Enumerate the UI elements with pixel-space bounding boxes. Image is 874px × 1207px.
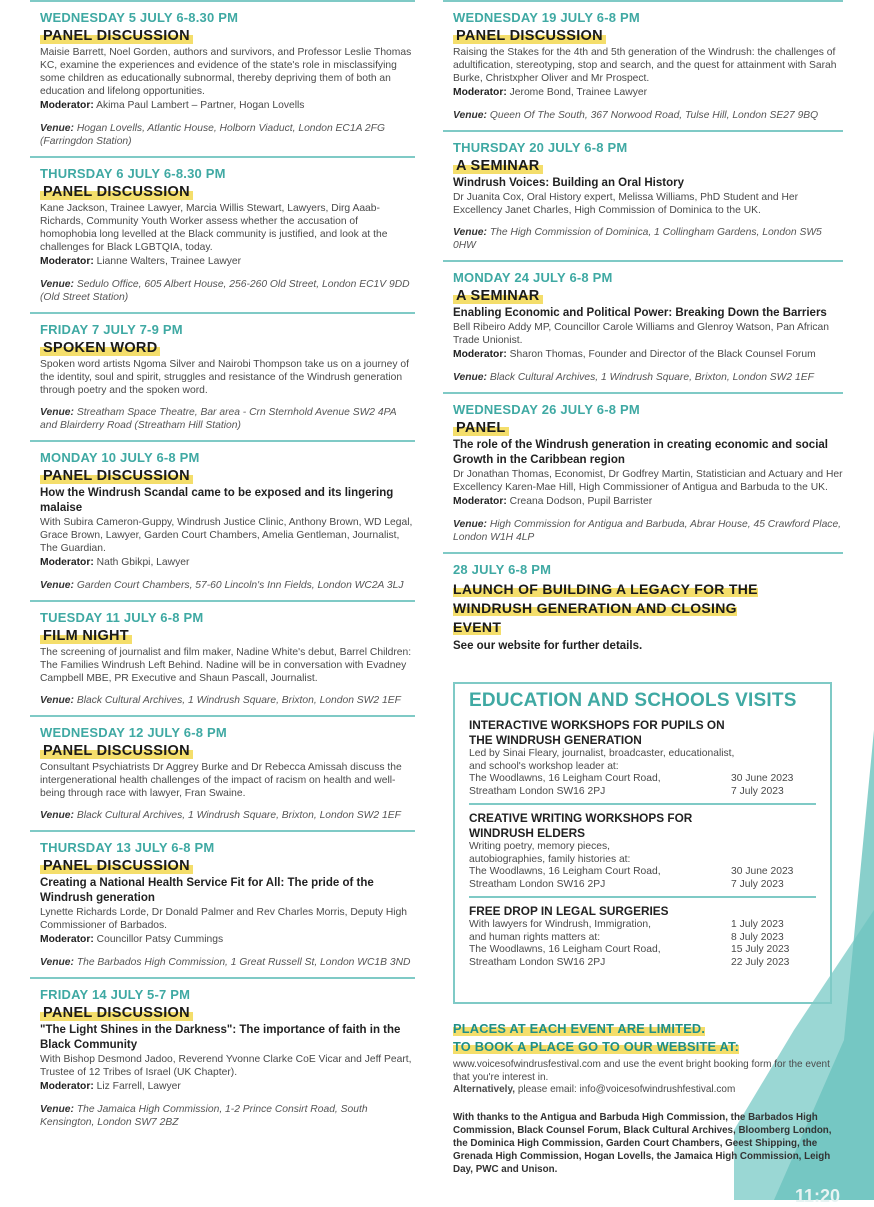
venue-address: The Jamaica High Commission, 1-2 Prince Consirt Road, South Kensington, London SW7 2BZ xyxy=(40,1104,368,1128)
education-section xyxy=(469,811,830,891)
event-description: Bell Ribeiro Addy MP, Councillor Carole Williams and Glenroy Watson, Pan African Trade Unionist. xyxy=(453,322,829,346)
venue-address: Hogan Lovells, Atlantic House, Holborn Viaduct, London EC1A 2FG (Farringdon Station) xyxy=(40,123,385,147)
venue-address: Black Cultural Archives, 1 Windrush Square, Brixton, London SW2 1EF xyxy=(76,695,401,706)
event-listing xyxy=(30,832,415,977)
event-description: Maisie Barrett, Noel Gorden, authors and survivors, and Professor Leslie Thomas KC, examine the experiences and evidence of the state's role in misclassifying some children as educationally subnormal, thereby depriving them of both an education and lifelong opportunities. xyxy=(40,47,412,97)
event-type: PANEL DISCUSSION xyxy=(453,28,606,44)
moderator-label: Moderator: xyxy=(453,87,507,98)
website-suffix: and use the event bright booking form for the event that you're interest in. xyxy=(453,1059,830,1083)
venue-label: Venue: xyxy=(453,372,487,383)
event-title: Windrush Voices: Building an Oral History xyxy=(453,177,684,189)
event-moderator xyxy=(453,348,843,362)
venue-address: The Barbados High Commission, 1 Great Russell St, London WC1B 3ND xyxy=(76,957,411,968)
venue-label: Venue: xyxy=(40,1104,74,1115)
event-date: WEDNESDAY 26 JULY 6-8 PM xyxy=(453,402,640,417)
acknowledgements: With thanks to the Antigua and Barbuda High Commission, the Barbados High Commission, Black Counsel Forum, Black Cultural Archives, Bloomberg London, the Dominica High Commission, Garden Court Chambers, Geest Shipping, the Grenada High Commission, Hogan Lovells, the Jamaica High Commission, Leigh Day, PWC and Unison. xyxy=(453,1111,832,1175)
event-moderator xyxy=(40,933,415,947)
moderator-label: Moderator: xyxy=(40,256,94,267)
education-section-intro: Writing poetry, memory pieces, autobiographies, family histories at: xyxy=(469,841,631,865)
event-venue xyxy=(40,406,415,440)
event-date: THURSDAY 6 JULY 6-8.30 PM xyxy=(40,166,226,181)
event-type: PANEL DISCUSSION xyxy=(40,743,193,759)
event-listing xyxy=(30,602,415,715)
moderator-name: Jerome Bond, Trainee Lawyer xyxy=(509,87,648,98)
event-date: THURSDAY 20 JULY 6-8 PM xyxy=(453,140,628,155)
moderator-name: Councillor Patsy Cummings xyxy=(96,934,224,945)
venue-address: Queen Of The South, 367 Norwood Road, Tulse Hill, London SE27 9BQ xyxy=(489,110,819,121)
right-column xyxy=(443,0,843,654)
event-date: MONDAY 10 JULY 6-8 PM xyxy=(40,450,200,465)
event-description: Consultant Psychiatrists Dr Aggrey Burke and Dr Rebecca Amissah discuss the intergenerational health challenges of the impact of racism on health and well-being through race with lawyer, Fran Swaine. xyxy=(40,762,402,799)
moderator-label: Moderator: xyxy=(40,1081,94,1092)
event-moderator xyxy=(40,1080,415,1094)
event-moderator xyxy=(40,99,415,113)
event-type: FILM NIGHT xyxy=(40,628,132,644)
address-line: Streatham London SW16 2PJ xyxy=(469,956,606,968)
venue-address: Streatham Space Theatre, Bar area - Crn Sternhold Avenue SW2 4PA and Blairderry Road (Streatham Hill Station) xyxy=(40,407,397,431)
book-place-notice: TO BOOK A PLACE GO TO OUR WEBSITE AT: xyxy=(453,1039,740,1054)
places-limited-notice: PLACES AT EACH EVENT ARE LIMITED. xyxy=(453,1021,706,1036)
address-line: The Woodlawns, 16 Leigham Court Road, xyxy=(469,866,661,877)
event-listing xyxy=(443,554,843,654)
event-date: 28 JULY 6-8 PM xyxy=(453,562,552,577)
event-date: WEDNESDAY 12 JULY 6-8 PM xyxy=(40,725,227,740)
venue-label: Venue: xyxy=(453,519,487,530)
session-date: 8 July 2023 xyxy=(731,931,784,943)
event-listing xyxy=(30,158,415,312)
event-venue xyxy=(40,956,415,977)
event-description: The screening of journalist and film maker, Nadine White's debut, Barrel Children: The Families Windrush Left Behind. Nadine will be in conversation with Evadney Campbell MBE, PR Executive and Shaun Pascall, Journalist. xyxy=(40,647,412,684)
education-box xyxy=(453,682,832,1004)
session-date: 1 July 2023 xyxy=(731,919,784,930)
event-type: PANEL DISCUSSION xyxy=(40,28,193,44)
education-section-intro: Led by Sinai Fleary, journalist, broadcaster, educationalist, and school's workshop leader at: xyxy=(469,748,735,772)
event-type: A SEMINAR xyxy=(453,158,543,174)
venue-label: Venue: xyxy=(40,123,74,134)
event-type: PANEL DISCUSSION xyxy=(40,1005,193,1021)
event-venue xyxy=(453,109,843,130)
status-bar-time: 11:20 xyxy=(795,1186,841,1206)
event-date: WEDNESDAY 5 JULY 6-8.30 PM xyxy=(40,10,239,25)
session-date: 15 July 2023 xyxy=(731,944,790,955)
session-date: 30 June 2023 xyxy=(731,866,794,877)
event-moderator xyxy=(453,495,843,509)
event-description: Raising the Stakes for the 4th and 5th generation of the Windrush: the challenges of adultification, stereotyping, stop and search, and the quest for attainment with Sarah Burke, Christxpher Oliver and Mr Prospect. xyxy=(453,47,837,84)
event-description: With Subira Cameron-Guppy, Windrush Justice Clinic, Anthony Brown, WD Legal, Grace Brown, Lawyer, Garden Court Chambers, Amelia Gentleman, Journalist, The Guardian. xyxy=(40,517,413,554)
venue-address: Garden Court Chambers, 57-60 Lincoln's Inn Fields, London WC2A 3LJ xyxy=(76,580,404,591)
event-listing xyxy=(443,394,843,552)
moderator-name: Lianne Walters, Trainee Lawyer xyxy=(96,256,242,267)
event-listing xyxy=(30,314,415,440)
venue-label: Venue: xyxy=(453,227,487,238)
event-venue xyxy=(40,579,415,600)
event-moderator xyxy=(40,556,415,570)
moderator-label: Moderator: xyxy=(40,100,94,111)
venue-label: Venue: xyxy=(40,407,74,418)
moderator-name: Akima Paul Lambert – Partner, Hogan Lovells xyxy=(96,100,305,111)
session-date: 7 July 2023 xyxy=(731,878,784,890)
education-section-heading: FREE DROP IN LEGAL SURGERIES xyxy=(469,904,669,918)
address-line: and human rights matters at: xyxy=(469,931,601,943)
event-title: Enabling Economic and Political Power: Breaking Down the Barriers xyxy=(453,307,827,319)
event-venue xyxy=(40,122,415,156)
address-line: The Woodlawns, 16 Leigham Court Road, xyxy=(469,773,661,784)
event-listing xyxy=(30,442,415,600)
moderator-name: Nath Gbikpi, Lawyer xyxy=(96,557,190,568)
event-venue xyxy=(40,1103,415,1137)
venue-label: Venue: xyxy=(40,279,74,290)
event-venue xyxy=(40,809,415,830)
event-listing xyxy=(30,979,415,1137)
address-line: Streatham London SW16 2PJ xyxy=(469,878,606,890)
alternatively-label: Alternatively, xyxy=(453,1084,516,1095)
session-date: 30 June 2023 xyxy=(731,773,794,784)
event-venue xyxy=(453,371,843,392)
venue-label: Venue: xyxy=(40,695,74,706)
event-title: Creating a National Health Service Fit for All: The pride of the Windrush generation xyxy=(40,877,374,904)
event-description: Dr Juanita Cox, Oral History expert, Melissa Williams, PhD Student and Her Excellency Janet Charles, High Commission of Dominica to the UK. xyxy=(453,192,799,216)
event-type: PANEL DISCUSSION xyxy=(40,858,193,874)
event-venue xyxy=(40,694,415,715)
venue-address: High Commission for Antigua and Barbuda, Abrar House, 45 Crawford Place, London W1H 4LP xyxy=(453,519,842,543)
event-description: Lynette Richards Lorde, Dr Donald Palmer and Rev Charles Morris, Deputy High Commissioner of Barbados. xyxy=(40,907,408,931)
event-title: "The Light Shines in the Darkness": The importance of faith in the Black Community xyxy=(40,1024,401,1051)
event-type: PANEL xyxy=(453,420,509,436)
left-column xyxy=(30,0,415,1137)
venue-address: Sedulo Office, 605 Albert House, 256-260 Old Street, London EC1V 9DD (Old Street Station) xyxy=(40,279,410,303)
event-venue xyxy=(40,278,415,312)
education-title: EDUCATION AND SCHOOLS VISITS xyxy=(469,690,797,711)
address-line: With lawyers for Windrush, Immigration, xyxy=(469,919,651,930)
event-moderator xyxy=(453,86,843,100)
event-description: With Bishop Desmond Jadoo, Reverend Yvonne Clarke CoE Vicar and Jeff Peart, Trustee of 12 Tribes of Israel (UK Chapter). xyxy=(40,1054,412,1078)
moderator-label: Moderator: xyxy=(40,934,94,945)
venue-address: The High Commission of Dominica, 1 Collingham Gardens, London SW5 0HW xyxy=(453,227,822,251)
education-section-heading: INTERACTIVE WORKSHOPS FOR PUPILS ON THE WINDRUSH GENERATION xyxy=(469,718,725,747)
divider xyxy=(469,896,816,898)
website-link[interactable]: www.voicesofwindrusfestival.com xyxy=(453,1059,601,1070)
venue-address: Black Cultural Archives, 1 Windrush Square, Brixton, London SW2 1EF xyxy=(76,810,401,821)
education-section-heading: CREATIVE WRITING WORKSHOPS FOR WINDRUSH ELDERS xyxy=(469,811,693,840)
booking-section xyxy=(453,1020,833,1176)
event-listing xyxy=(30,2,415,156)
address-line: Streatham London SW16 2PJ xyxy=(469,785,606,797)
session-date: 22 July 2023 xyxy=(731,956,790,968)
venue-address: Black Cultural Archives, 1 Windrush Square, Brixton, London SW2 1EF xyxy=(489,372,814,383)
event-title: How the Windrush Scandal came to be exposed and its lingering malaise xyxy=(40,487,394,514)
event-date: WEDNESDAY 19 JULY 6-8 PM xyxy=(453,10,640,25)
event-type: PANEL DISCUSSION xyxy=(40,468,193,484)
event-date: FRIDAY 7 JULY 7-9 PM xyxy=(40,322,183,337)
event-venue xyxy=(453,518,843,552)
event-type: A SEMINAR xyxy=(453,288,543,304)
education-section xyxy=(469,904,830,969)
event-listing xyxy=(30,717,415,830)
event-title: The role of the Windrush generation in creating economic and social Growth in the Caribbean region xyxy=(453,439,828,466)
launch-note: See our website for further details. xyxy=(453,640,643,652)
moderator-label: Moderator: xyxy=(40,557,94,568)
event-listing xyxy=(443,132,843,260)
event-listing xyxy=(443,262,843,392)
moderator-label: Moderator: xyxy=(453,349,507,360)
venue-label: Venue: xyxy=(40,580,74,591)
event-date: TUESDAY 11 JULY 6-8 PM xyxy=(40,610,204,625)
venue-label: Venue: xyxy=(40,810,74,821)
session-date: 7 July 2023 xyxy=(731,785,784,797)
venue-label: Venue: xyxy=(40,957,74,968)
event-description: Dr Jonathan Thomas, Economist, Dr Godfrey Martin, Statistician and Actuary and Her Excellency Karen-Mae Hill, High Commissioner of Antigua and Barbuda to the UK. xyxy=(453,469,843,493)
education-section xyxy=(469,718,830,798)
divider xyxy=(469,803,816,805)
event-description: Spoken word artists Ngoma Silver and Nairobi Thompson take us on a journey of the identity, soul and spirit, struggles and resistance of the Windrush generation through poetry and the spoken word. xyxy=(40,359,409,396)
moderator-label: Moderator: xyxy=(453,496,507,507)
moderator-name: Sharon Thomas, Founder and Director of the Black Counsel Forum xyxy=(509,349,816,360)
event-date: MONDAY 24 JULY 6-8 PM xyxy=(453,270,613,285)
event-venue xyxy=(453,226,843,260)
event-type: SPOKEN WORD xyxy=(40,340,160,356)
venue-label: Venue: xyxy=(453,110,487,121)
launch-event-title: LAUNCH OF BUILDING A LEGACY FOR THE WINDRUSH GENERATION AND CLOSING EVENT xyxy=(453,581,758,635)
event-moderator xyxy=(40,255,415,269)
event-description: Kane Jackson, Trainee Lawyer, Marcia Willis Stewart, Lawyers, Dirg Aaab-Richards, Community Youth Worker assess whether the accusation of homophobia long levelled at the Black community is justified, and look at the challenges for Black LGBTQIA, today. xyxy=(40,203,388,253)
event-listing xyxy=(443,2,843,130)
email-text: please email: info@voicesofwindrushfestival.com xyxy=(515,1084,736,1095)
moderator-name: Liz Farrell, Lawyer xyxy=(96,1081,181,1092)
address-line: The Woodlawns, 16 Leigham Court Road, xyxy=(469,944,661,955)
event-type: PANEL DISCUSSION xyxy=(40,184,193,200)
event-date: FRIDAY 14 JULY 5-7 PM xyxy=(40,987,191,1002)
moderator-name: Creana Dodson, Pupil Barrister xyxy=(509,496,653,507)
event-date: THURSDAY 13 JULY 6-8 PM xyxy=(40,840,215,855)
